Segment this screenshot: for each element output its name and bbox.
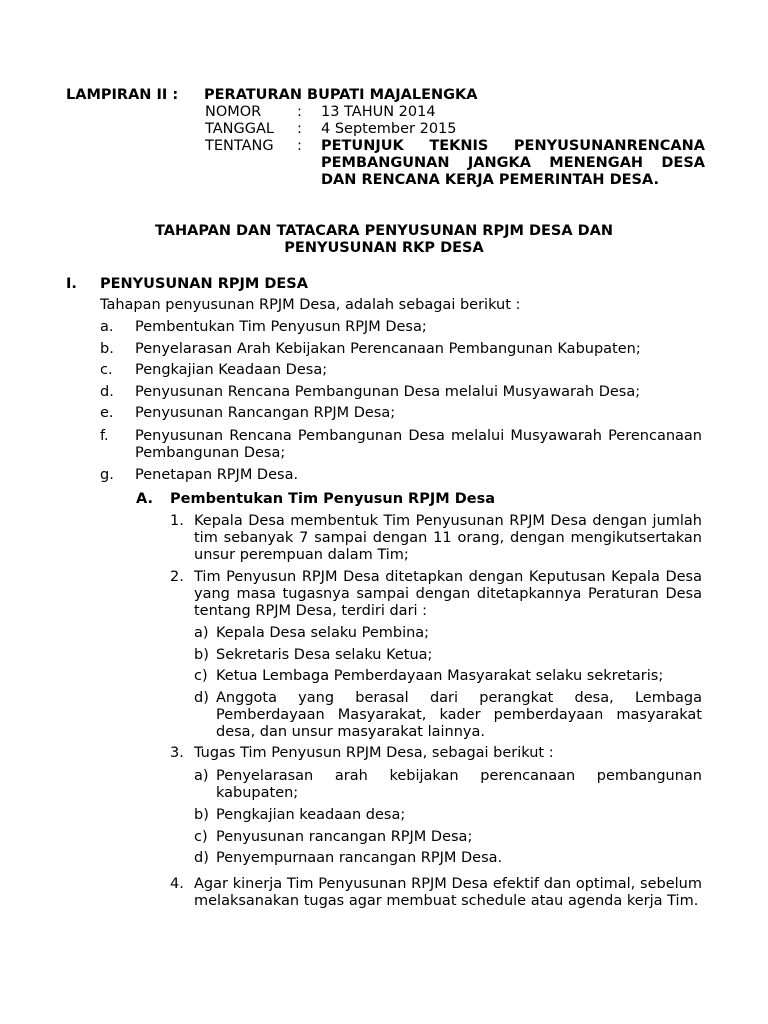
regulation-title: PERATURAN BUPATI MAJALENGKA [204,87,478,103]
sub-marker: c) [194,668,208,684]
list-marker: e. [100,405,114,421]
list-marker: d. [100,384,114,400]
meta-value-subject: PETUNJUK TEKNIS PENYUSUNANRENCANA PEMBANGUNAN JANGKA MENENGAH DESA DAN RENCANA KERJA PEMERINTAH DESA. [321,138,705,188]
list-item [100,319,702,336]
list-marker: a. [100,319,114,335]
section-intro: Tahapan penyusunan RPJM Desa, adalah sebagai berikut : [100,297,521,313]
sub-item [194,807,702,824]
sub-marker: b) [194,647,209,663]
list-marker: c. [100,362,113,378]
list-item [100,384,702,401]
sub-item [194,829,702,846]
sub-marker: a) [194,625,209,641]
sub-item [194,768,702,802]
list-item [100,467,702,484]
sub-text: Kepala Desa selaku Pembina; [216,625,430,641]
item-marker: 4. [170,876,184,892]
list-text: Pengkajian Keadaan Desa; [135,362,328,378]
subsection-title: Pembentukan Tim Penyusun RPJM Desa [170,491,496,507]
numbered-item [170,569,702,620]
meta-row-nomor [205,104,705,121]
title-line-2: PENYUSUNAN RKP DESA [284,240,484,256]
sub-marker: d) [194,690,209,706]
item-text: Agar kinerja Tim Penyusunan RPJM Desa efektif dan optimal, sebelum melaksanakan tugas agar membuat schedule atau agenda kerja Tim. [194,876,702,909]
appendix-header [66,87,706,104]
list-text: Penetapan RPJM Desa. [135,467,299,483]
meta-row-tanggal [205,121,705,138]
sub-item [194,647,702,664]
list-text: Pembentukan Tim Penyusun RPJM Desa; [135,319,427,335]
meta-label: NOMOR [205,104,262,120]
numbered-item [170,745,702,762]
sub-marker: b) [194,807,209,823]
sub-text: Ketua Lembaga Pemberdayaan Masyarakat selaku sekretaris; [216,668,664,684]
sub-text: Sekretaris Desa selaku Ketua; [216,647,433,663]
appendix-label: LAMPIRAN II : [66,87,179,103]
meta-label: TANGGAL [205,121,274,137]
numbered-item [170,876,702,910]
sub-text: Penyelarasan arah kebijakan perencanaan pembangunan kabupaten; [216,768,702,801]
item-text: Kepala Desa membentuk Tim Penyusunan RPJM Desa dengan jumlah tim sebanyak 7 sampai dengan 11 orang, dengan mengikutsertakan unsur perempuan dalam Tim; [194,513,702,563]
meta-colon: : [297,138,302,154]
list-item [100,428,702,462]
meta-row-tentang [205,138,705,189]
item-text: Tim Penyusun RPJM Desa ditetapkan dengan Keputusan Kepala Desa yang masa tugasnya sampai dengan ditetapkannya Peraturan Desa tentang RPJM Desa, terdiri dari : [194,569,702,619]
sub-marker: a) [194,768,209,784]
sub-item [194,690,702,741]
list-text: Penyusunan Rencana Pembangunan Desa melalui Musyawarah Perencanaan Pembangunan Desa; [135,428,702,461]
meta-label: TENTANG [205,138,274,154]
sub-text: Penyempurnaan rancangan RPJM Desa. [216,850,503,866]
list-item [100,405,702,422]
meta-colon: : [297,121,302,137]
sub-marker: c) [194,829,208,845]
list-text: Penyelarasan Arah Kebijakan Perencanaan Pembangunan Kabupaten; [135,341,641,357]
item-marker: 3. [170,745,184,761]
meta-colon: : [297,104,302,120]
sub-item [194,850,702,867]
sub-item [194,625,702,642]
sub-item [194,668,702,685]
subsection-number: A. [136,491,153,507]
list-text: Penyusunan Rancangan RPJM Desa; [135,405,396,421]
list-item [100,341,702,358]
list-item [100,362,702,379]
sub-text: Pengkajian keadaan desa; [216,807,406,823]
list-marker: b. [100,341,114,357]
list-marker: f. [100,428,109,444]
item-marker: 2. [170,569,184,585]
list-marker: g. [100,467,114,483]
sub-text: Penyusunan rancangan RPJM Desa; [216,829,473,845]
item-marker: 1. [170,513,184,529]
title-line-1: TAHAPAN DAN TATACARA PENYUSUNAN RPJM DESA DAN [154,223,614,239]
list-text: Penyusunan Rencana Pembangunan Desa melalui Musyawarah Desa; [135,384,641,400]
section-title: PENYUSUNAN RPJM DESA [100,276,308,292]
numbered-item [170,513,702,564]
item-text: Tugas Tim Penyusun RPJM Desa, sebagai berikut : [194,745,554,761]
meta-value: 4 September 2015 [321,121,457,137]
document-title [66,223,702,257]
sub-marker: d) [194,850,209,866]
section-number: I. [66,276,77,292]
meta-value: 13 TAHUN 2014 [321,104,436,120]
sub-text: Anggota yang berasal dari perangkat desa, Lembaga Pemberdayaan Masyarakat, kader pemberdayaan masyarakat desa, dan unsur masyarakat lainnya. [216,690,702,740]
